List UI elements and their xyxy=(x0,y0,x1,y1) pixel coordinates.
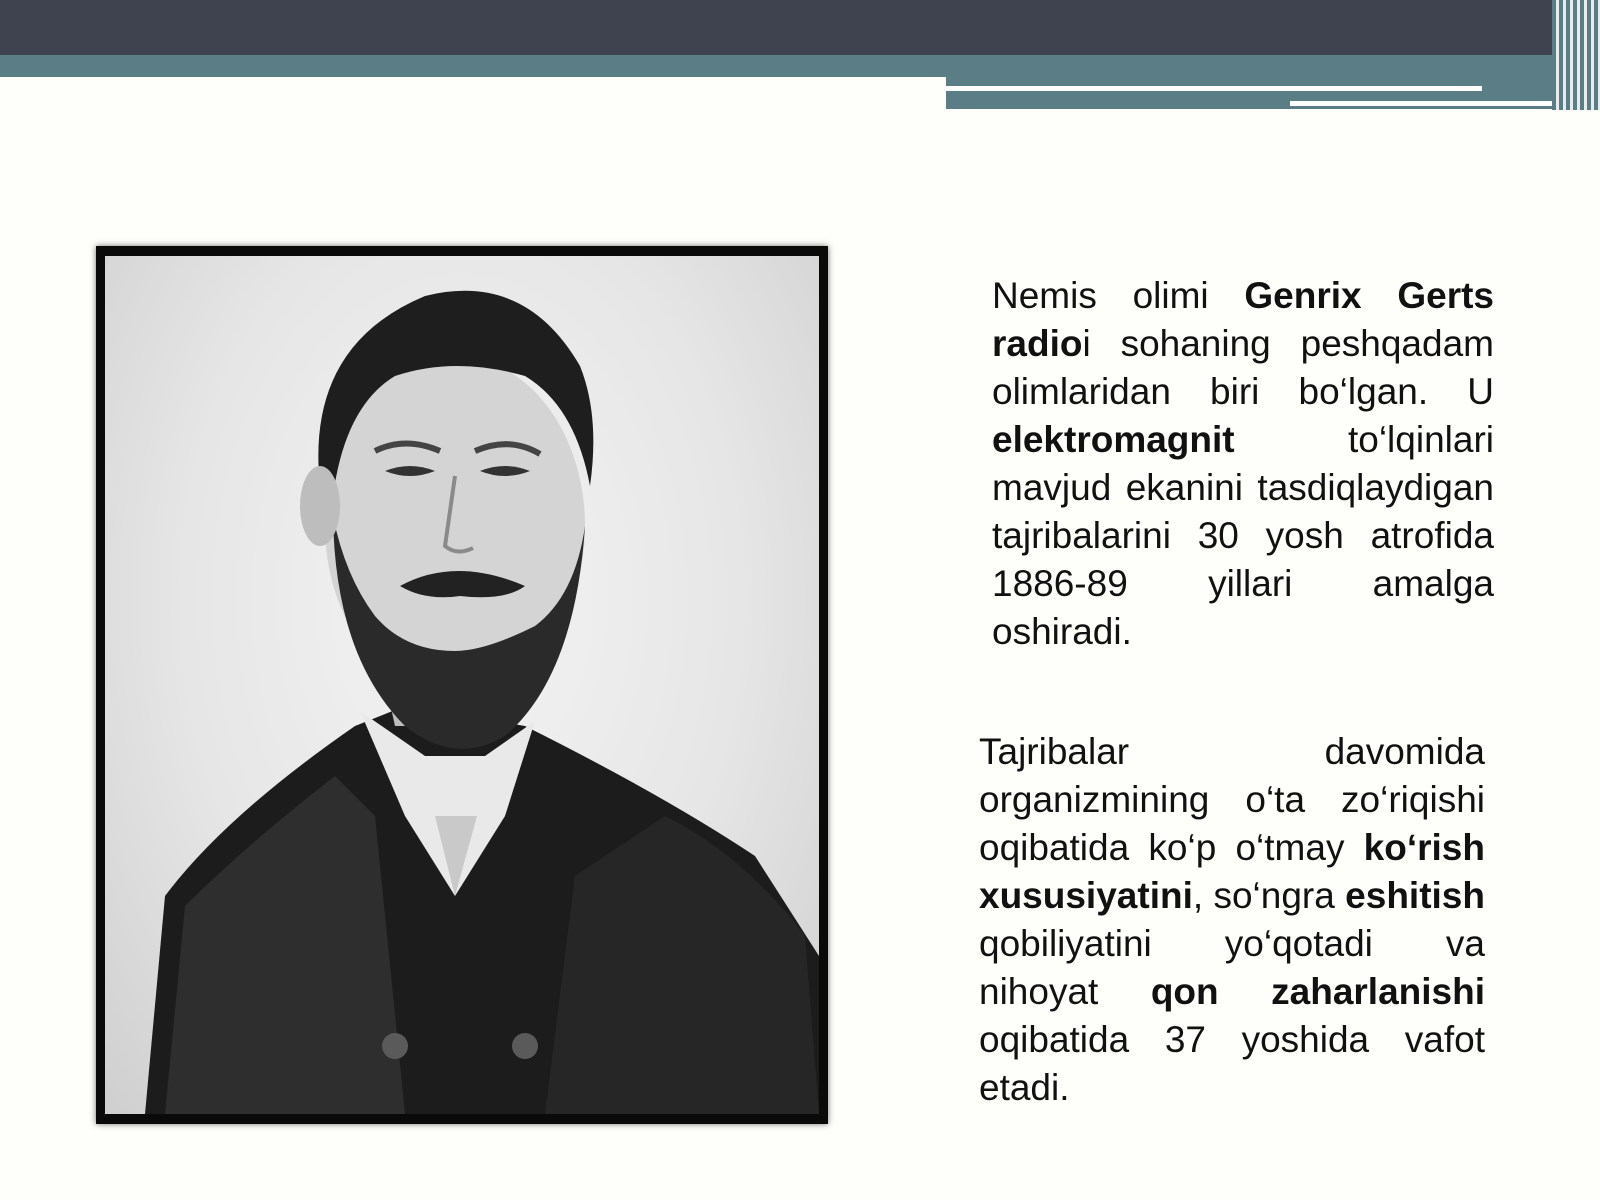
bold-term: qon zaharlanishi xyxy=(1150,971,1485,1012)
portrait-frame xyxy=(96,246,828,1124)
header-stripes xyxy=(1552,0,1600,110)
bold-name: Genrix Gerts radio xyxy=(992,275,1494,364)
bold-term: eshitish xyxy=(1345,875,1485,916)
header-bar-teal xyxy=(0,55,1600,77)
portrait-illustration xyxy=(105,256,819,1114)
header-bar-dark xyxy=(0,0,1600,55)
text-segment: , so‘ngra xyxy=(1192,875,1346,916)
paragraph-biography xyxy=(992,272,1494,656)
text-segment: i sohaning peshqadam olimlaridan biri bo‘lgan. U xyxy=(992,323,1494,412)
text-segment: qobiliyatini yo‘qotadi va nihoyat xyxy=(979,923,1485,1012)
header-accent-line xyxy=(1290,101,1570,106)
text-segment: Nemis olimi xyxy=(992,275,1245,316)
paragraph-death xyxy=(979,728,1485,1112)
text-segment: to‘lqinlari mavjud ekanini tasdiqlaydigan tajribalarini 30 yosh atrofida 1886-89 yillari amalga oshiradi. xyxy=(992,419,1494,652)
header-accent-line xyxy=(946,86,1482,91)
text-segment: Tajribalar davomida organizmining o‘ta zo‘riqishi oqibatida ko‘p o‘tmay xyxy=(979,731,1485,868)
portrait-photo xyxy=(105,256,819,1114)
text-segment: oqibatida 37 yoshida vafot etadi. xyxy=(979,1019,1485,1108)
bold-term: ko‘rish xususiyatini xyxy=(979,827,1485,916)
bold-term: elektromagnit xyxy=(992,419,1235,460)
